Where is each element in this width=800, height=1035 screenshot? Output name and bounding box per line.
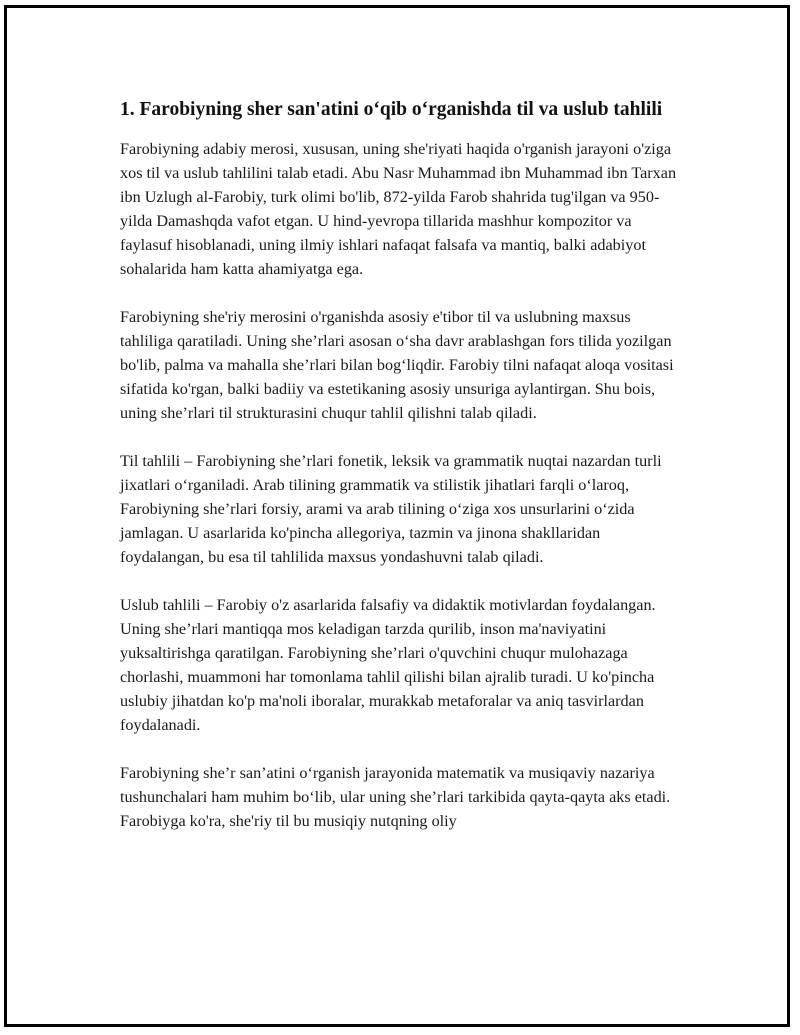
document-body: [120, 97, 680, 857]
document-page: [4, 5, 790, 1027]
section-heading: 1. Farobiyning sher san'atini o‘qib o‘rganishda til va uslub tahlili: [120, 99, 663, 120]
paragraph-intro: Farobiyning adabiy merosi, xususan, uning she'riyati haqida o'rganish jarayoni o'ziga xos til va uslub tahlilini talab etadi. Abu Nasr Muhammad ibn Muhammad ibn Tarxan ibn Uzlugh al-Farobiy, turk olimi bo'lib, 872-yilda Farob shahrida tug'ilgan va 950-yilda Damashqda vafot etgan. U hind-yevropa tillarida mashhur kompozitor va faylasuf hisoblanadi, uning ilmiy ishlari nafaqat falsafa va mantiq, balki adabiyot sohalarida ham katta ahamiyatga ega.: [120, 140, 677, 278]
paragraph-language-analysis: Til tahlili – Farobiyning she’rlari fonetik, leksik va grammatik nuqtai nazardan turli jixatlari o‘rganiladi. Arab tilining grammatik va stilistik jihatlari farqli o‘laroq, Farobiyning she’rlari forsiy, arami va arab tilining o‘ziga xos unsurlarini o‘zida jamlagan. U asarlarida ko'pincha allegoriya, tazmin va jinona shakllaridan foydalangan, bu esa til tahlilida maxsus yondashuvni talab qiladi.: [120, 452, 662, 566]
paragraph-poetic-heritage: Farobiyning she'riy merosini o'rganishda asosiy e'tibor til va uslubning maxsus tahliliga qaratiladi. Uning she’rlari asosan o‘sha davr arablashgan fors tilida yozilgan bo'lib, palma va mahalla she’rlari bilan bog‘liqdir. Farobiy tilni nafaqat aloqa vositasi sifatida ko'rgan, balki badiiy va estetikaning asosiy unsuriga aylantirgan. Shu bois, uning she’rlari til strukturasini chuqur tahlil qilishni talab qiladi.: [120, 308, 674, 422]
paragraph-music-theory: Farobiyning she’r san’atini o‘rganish jarayonida matematik va musiqaviy nazariya tushunchalari ham muhim bo‘lib, ular uning she’rlari tarkibida qayta-qayta aks etadi. Farobiyga ko'ra, she'riy til bu musiqiy nutqning oliy: [120, 764, 671, 830]
paragraph-style-analysis: Uslub tahlili – Farobiy o'z asarlarida falsafiy va didaktik motivlardan foydalangan. Uning she’rlari mantiqqa mos keladigan tarzda qurilib, inson ma'naviyatini yuksaltirishga qaratilgan. Farobiyning she’rlari o'quvchini chuqur mulohazaga chorlashi, muammoni har tomonlama tahlil qilishi bilan ajralib turadi. U ko'pincha uslubiy jihatdan ko'p ma'noli iboralar, murakkab metaforalar va aniq tasvirlardan foydalanadi.: [120, 596, 656, 734]
